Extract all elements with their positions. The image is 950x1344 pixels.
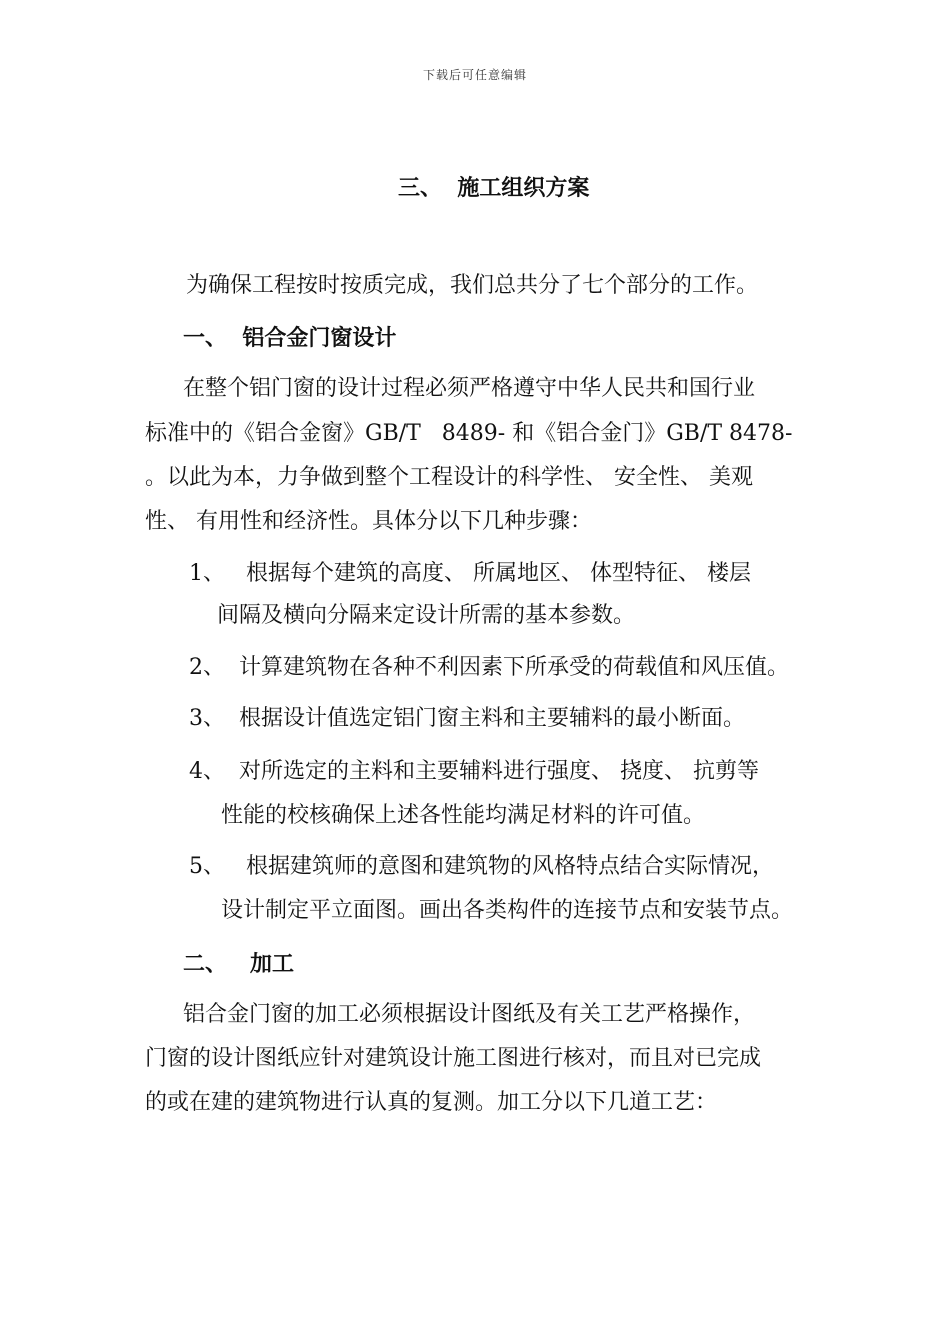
step-1-line-1: 1、 根据每个建筑的高度、 所属地区、 体型特征、 楼层 xyxy=(189,561,751,586)
paragraph-line: 在整个铝门窗的设计过程必须严格遵守中华人民共和国行业 xyxy=(183,376,756,401)
paragraph-line: 性、 有用性和经济性。具体分以下几种步骤： xyxy=(145,509,592,534)
step-5-line-2: 设计制定平立面图。画出各类构件的连接节点和安装节点。 xyxy=(221,898,794,923)
paragraph-line: 的或在建的建筑物进行认真的复测。加工分以下几道工艺： xyxy=(145,1090,718,1115)
step-4-line-2: 性能的校核确保上述各性能均满足材料的许可值。 xyxy=(221,803,706,828)
step-1-line-2: 间隔及横向分隔来定设计所需的基本参数。 xyxy=(217,603,636,628)
paragraph-line: 标准中的《铝合金窗》GB/T 8489- 和《铝合金门》GB/T 8478- xyxy=(145,421,793,446)
step-2-line-1: 2、 计算建筑物在各种不利因素下所承受的荷载值和风压值。 xyxy=(189,655,789,680)
paragraph-line: 门窗的设计图纸应针对建筑设计施工图进行核对，而且对已完成 xyxy=(145,1046,762,1071)
paragraph-line: 。以此为本，力争做到整个工程设计的科学性、 安全性、 美观 xyxy=(145,465,753,490)
step-3-line-1: 3、 根据设计值选定铝门窗主料和主要辅料的最小断面。 xyxy=(189,706,745,731)
page-title: 三、 施工组织方案 xyxy=(398,175,590,201)
intro-paragraph: 为确保工程按时按质完成，我们总共分了七个部分的工作。 xyxy=(186,273,759,298)
section-heading-design: 一、 铝合金门窗设计 xyxy=(183,325,397,351)
page-header-note: 下载后可任意编辑 xyxy=(422,68,527,82)
paragraph-line: 铝合金门窗的加工必须根据设计图纸及有关工艺严格操作， xyxy=(183,1002,756,1027)
section-heading-processing: 二、 加工 xyxy=(183,951,294,977)
step-5-line-1: 5、 根据建筑师的意图和建筑物的风格特点结合实际情况， xyxy=(189,854,774,879)
step-4-line-1: 4、 对所选定的主料和主要辅料进行强度、 挠度、 抗剪等 xyxy=(189,759,759,784)
